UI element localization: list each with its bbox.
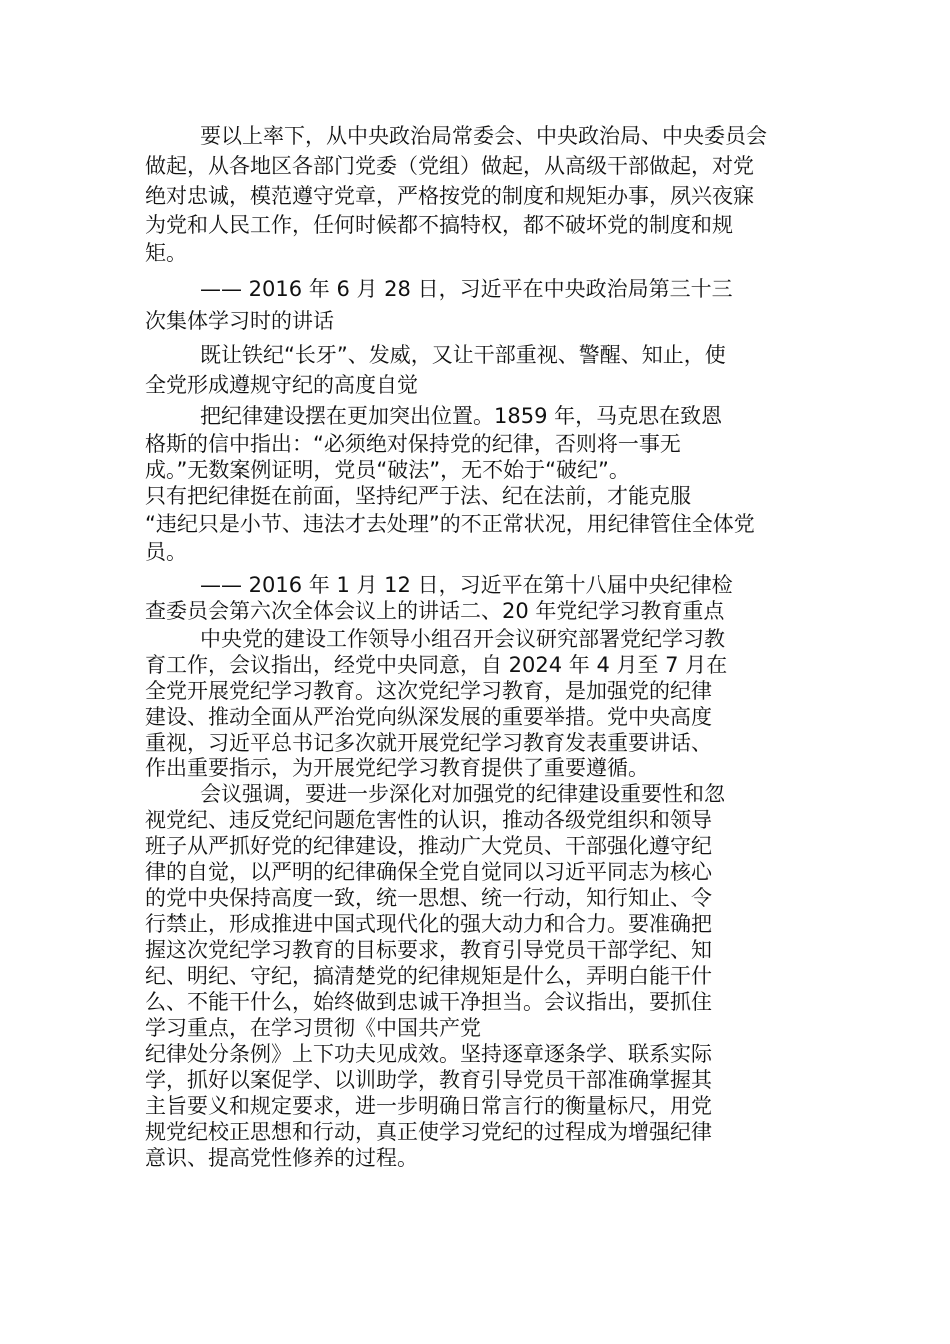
text-line: —— 2016 年 6 月 28 日，习近平在中央政治局第三十三 <box>200 277 733 301</box>
text-line: 矩。 <box>145 241 187 265</box>
text-line: 行禁止，形成推进中国式现代化的强大动力和合力。要准确把 <box>145 912 712 936</box>
text-line: 么、不能干什么，始终做到忠诚干净担当。会议指出，要抓住 <box>145 990 712 1014</box>
text-line: 视党纪、违反党纪问题危害性的认识，推动各级党组织和领导 <box>145 808 712 832</box>
text-line: “违纪只是小节、违法才去处理”的不正常状况，用纪律管住全体党 <box>145 512 755 536</box>
text-line: 纪、明纪、守纪，搞清楚党的纪律规矩是什么，弄明白能干什 <box>145 964 712 988</box>
text-line: 作出重要指示，为开展党纪学习教育提供了重要遵循。 <box>145 756 649 780</box>
text-line: 会议强调，要进一步深化对加强党的纪律建设重要性和忽 <box>200 782 725 806</box>
text-line: 律的自觉，以严明的纪律确保全党自觉同以习近平同志为核心 <box>145 860 712 884</box>
text-line: 为党和人民工作，任何时候都不搞特权，都不破坏党的制度和规 <box>145 213 733 237</box>
text-line: 员。 <box>145 540 187 564</box>
text-line: 把纪律建设摆在更加突出位置。1859 年，马克思在致恩 <box>200 404 723 428</box>
text-line: 学习重点，在学习贯彻《中国共产党 <box>145 1016 481 1040</box>
text-line: 班子从严抓好党的纪律建设，推动广大党员、干部强化遵守纪 <box>145 834 712 858</box>
text-line: 中央党的建设工作领导小组召开会议研究部署党纪学习教 <box>200 627 725 651</box>
text-line: 重视，习近平总书记多次就开展党纪学习教育发表重要讲话、 <box>145 731 712 755</box>
text-line: 的党中央保持高度一致，统一思想、统一行动，知行知止、令 <box>145 886 712 910</box>
text-line: 全党开展党纪学习教育。这次党纪学习教育，是加强党的纪律 <box>145 679 712 703</box>
text-line: 纪律处分条例》上下功夫见成效。坚持逐章逐条学、联系实际 <box>145 1042 712 1066</box>
text-line: 学，抓好以案促学、以训助学，教育引导党员干部准确掌握其 <box>145 1068 712 1092</box>
text-line: —— 2016 年 1 月 12 日，习近平在第十八届中央纪律检 <box>200 573 733 597</box>
text-line: 既让铁纪“长牙”、发威，又让干部重视、警醒、知止，使 <box>200 343 726 367</box>
text-line: 成。”无数案例证明，党员“破法”，无不始于“破纪”。 <box>145 458 630 482</box>
text-line: 做起，从各地区各部门党委（党组）做起，从高级干部做起，对党 <box>145 154 754 178</box>
text-line: 意识、提高党性修养的过程。 <box>145 1146 418 1170</box>
text-line: 查委员会第六次全体会议上的讲话二、20 年党纪学习教育重点 <box>145 599 725 623</box>
text-line: 绝对忠诚，模范遵守党章，严格按党的制度和规矩办事，夙兴夜寐 <box>145 184 754 208</box>
text-line: 格斯的信中指出：“必须绝对保持党的纪律，否则将一事无 <box>145 432 681 456</box>
text-line: 要以上率下，从中央政治局常委会、中央政治局、中央委员会 <box>200 124 767 148</box>
text-line: 次集体学习时的讲话 <box>145 309 334 333</box>
text-line: 握这次党纪学习教育的目标要求，教育引导党员干部学纪、知 <box>145 938 712 962</box>
text-line: 主旨要义和规定要求，进一步明确日常言行的衡量标尺，用党 <box>145 1094 712 1118</box>
text-line: 只有把纪律挺在前面，坚持纪严于法、纪在法前，才能克服 <box>145 484 691 508</box>
text-line: 全党形成遵规守纪的高度自觉 <box>145 373 418 397</box>
text-line: 建设、推动全面从严治党向纵深发展的重要举措。党中央高度 <box>145 705 712 729</box>
text-line: 育工作，会议指出，经党中央同意，自 2024 年 4 月至 7 月在 <box>145 653 728 677</box>
text-line: 规党纪校正思想和行动，真正使学习党纪的过程成为增强纪律 <box>145 1120 712 1144</box>
